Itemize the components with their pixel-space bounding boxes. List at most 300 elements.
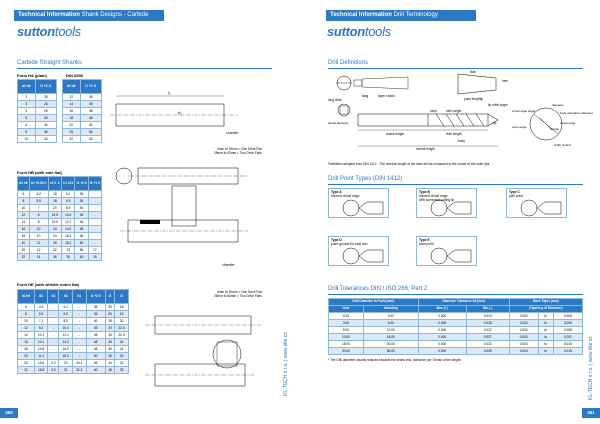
point-type-label: Type D point ground for cast iron <box>331 238 368 246</box>
form-hb-table <box>17 176 102 261</box>
table-cell: to <box>538 313 553 320</box>
table-row <box>18 318 129 325</box>
table-cell: 13.6 <box>34 360 48 367</box>
table-row <box>18 101 57 108</box>
column-header: d2 <box>34 290 48 304</box>
table-cell: 18 <box>18 346 35 353</box>
col-diameter-tolerance: Diameter Tolerance h8 (mm) <box>418 299 509 306</box>
table-cell: 24 <box>48 226 61 233</box>
table-cell: 45 <box>75 212 88 219</box>
table-cell: 0.000 <box>418 348 466 355</box>
form-ha-label: Form HA (plain) <box>17 73 47 78</box>
table-cell: 6.00 <box>329 327 364 334</box>
table-row <box>63 108 102 115</box>
table-cell: 40 <box>75 205 88 212</box>
table-cell: 20 <box>115 318 129 325</box>
table-cell: 0.000 <box>418 341 466 348</box>
table-row <box>329 334 583 341</box>
table-cell: 10 <box>18 136 36 143</box>
table-cell: 0.011 <box>553 334 582 341</box>
table-cell: 12.7 <box>62 219 75 226</box>
table-cell: to <box>538 348 553 355</box>
table-cell: 45 <box>80 94 102 101</box>
table-cell: - <box>73 304 87 311</box>
table-cell: 12 <box>18 325 35 332</box>
table-cell: 40 <box>86 318 105 325</box>
page-number: 460 <box>0 408 18 418</box>
table-cell: 8 <box>18 129 36 136</box>
table-cell: 0.039 <box>466 348 509 355</box>
side-text: KL-TECH s.r.o. | www.klte.cz <box>588 336 594 400</box>
table-cell: 36 <box>35 129 57 136</box>
table-cell: - <box>88 191 101 198</box>
table-cell: 48 <box>75 233 88 240</box>
table-cell: 16 <box>18 339 35 346</box>
table-cell: 48 <box>86 339 105 346</box>
table-row <box>329 320 583 327</box>
shank-length-label: shank length <box>386 132 405 136</box>
table-row <box>18 129 57 136</box>
table-cell: to <box>538 320 553 327</box>
table-cell: 36 <box>105 346 115 353</box>
point-type-e <box>416 236 477 266</box>
table-cell: 24 <box>115 346 129 353</box>
table-row <box>329 327 583 334</box>
table-cell: 19 <box>88 254 101 261</box>
table-cell: 38 <box>105 353 115 360</box>
point-type-drawing <box>507 189 568 219</box>
table-cell: 7.1 <box>34 318 48 325</box>
table-cell: - <box>73 339 87 346</box>
section-title: Carbide Straight Shanks <box>17 60 83 66</box>
table-cell: 18 <box>48 198 61 205</box>
table-cell: 14 <box>63 101 81 108</box>
table-cell: 18 <box>115 311 129 318</box>
table-cell: 24 <box>115 339 129 346</box>
table-cell: 0.000 <box>418 334 466 341</box>
margin-label: margin <box>550 127 560 131</box>
col-min: Min (-) <box>466 306 509 313</box>
table-cell: 0.000 <box>418 327 466 334</box>
table-cell: 0.027 <box>466 334 509 341</box>
point-type-b <box>416 188 477 218</box>
table-cell: 28 <box>35 101 57 108</box>
table-cell: 25 <box>18 247 30 254</box>
table-cell: 60 <box>75 254 88 261</box>
table-cell: 9.3 <box>48 360 59 367</box>
table-cell: to <box>538 341 553 348</box>
table-cell: 22.5 <box>115 332 129 339</box>
table-cell: 14 <box>29 254 48 261</box>
table-cell: 6.00 <box>363 320 418 327</box>
table-cell: 5.9 <box>34 311 48 318</box>
table-cell: 56 <box>86 360 105 367</box>
table-cell: 14.2 <box>59 339 73 346</box>
table-cell: 10.4 <box>62 212 75 219</box>
table-cell: 50 <box>75 240 88 247</box>
table-row <box>18 115 57 122</box>
table-cell: 60 <box>86 367 105 374</box>
table-cell: 45 <box>80 101 102 108</box>
table-row <box>18 367 129 374</box>
table-cell: to <box>538 334 553 341</box>
definitions-note: *Definition adopted from DIN 1412 - The nominal length of the twist drill as measured to the corner of the outer lips. <box>328 162 491 166</box>
table-row <box>18 247 102 254</box>
chisel-edge-angle-label: chisel edge angle <box>512 109 536 113</box>
table-cell: 60 <box>80 136 102 143</box>
table-cell: 14 <box>18 332 35 339</box>
form-ha-drawing <box>108 88 268 138</box>
body-label: body <box>458 139 465 143</box>
right-banner: Technical Information Drill Terminology <box>326 10 476 21</box>
page-number: 461 <box>582 408 600 418</box>
point-type-d <box>328 236 389 266</box>
table-row <box>18 226 102 233</box>
col-l1: l1 +2 -0 <box>80 80 102 94</box>
table-cell: - <box>73 332 87 339</box>
table-cell: 14.2 <box>62 226 75 233</box>
table-cell: 0.015 <box>553 341 582 348</box>
table-row <box>329 348 583 355</box>
table-cell: 4.2 <box>29 191 48 198</box>
table-cell: - <box>48 332 59 339</box>
table-row <box>18 108 57 115</box>
table-cell: 10 <box>18 205 30 212</box>
divider <box>328 68 583 69</box>
table-cell: 0.033 <box>466 341 509 348</box>
table-row <box>18 191 102 198</box>
table-cell: 25 <box>105 304 115 311</box>
col-over: Over <box>329 306 364 313</box>
table-row <box>63 129 102 136</box>
table-cell: 12 <box>18 212 30 219</box>
table-cell: - <box>48 346 59 353</box>
table-cell: 16 <box>18 226 30 233</box>
table-cell: - <box>48 353 59 360</box>
table-row <box>18 212 102 219</box>
table-row <box>18 122 57 129</box>
table-cell: 30.00 <box>329 348 364 355</box>
table-cell: 0.003 <box>509 334 538 341</box>
table-row <box>18 325 129 332</box>
table-cell: 10.4 <box>59 325 73 332</box>
table-cell: 36 <box>86 304 105 311</box>
table-cell: 0.002 <box>509 327 538 334</box>
table-cell: 6.9 <box>62 198 75 205</box>
table-cell: 0.022 <box>466 327 509 334</box>
table-cell: 8.2 <box>34 325 48 332</box>
divider <box>17 68 272 69</box>
column-header: d1 h6 <box>18 290 35 304</box>
form-he-drawing <box>135 300 275 390</box>
table-cell: - <box>73 325 87 332</box>
table-cell: 36 <box>48 254 61 261</box>
table-cell: 48 <box>80 115 102 122</box>
column-header: h2 <box>48 290 59 304</box>
table-row <box>18 332 129 339</box>
table-cell: 0.008 <box>553 320 582 327</box>
table-row <box>63 136 102 143</box>
chisel-edge-label: chisel edge <box>560 121 576 125</box>
table-row <box>18 339 129 346</box>
table-row <box>63 122 102 129</box>
table-cell: 0.008 <box>553 313 582 320</box>
shank-diameter-label: shank diameter <box>328 121 349 125</box>
column-header: h1 h11 <box>62 177 75 191</box>
long-drive-label: long drive <box>328 98 342 102</box>
table-row <box>18 233 102 240</box>
table-cell: 22.5 <box>48 212 61 219</box>
table-cell: - <box>88 205 101 212</box>
chamfer-label: chamfer <box>222 263 235 267</box>
table-cell: 0.018 <box>466 320 509 327</box>
table-cell: 12.2 <box>59 332 73 339</box>
table-cell: 18.00 <box>329 341 364 348</box>
table-row <box>18 353 129 360</box>
column-header: l2 <box>105 290 115 304</box>
table-cell: 35 <box>115 367 129 374</box>
din-label: DIN 6535 <box>66 73 83 78</box>
divider <box>328 294 583 295</box>
table-cell: 0.008 <box>553 327 582 334</box>
table-cell: 20 <box>18 240 30 247</box>
table-cell: 25 <box>105 311 115 318</box>
table-cell: 16.2 <box>62 233 75 240</box>
table-cell: 15.8 <box>34 367 48 374</box>
col-including: Including <box>363 306 418 313</box>
table-cell: 3.00 <box>329 320 364 327</box>
table-cell: 24 <box>48 233 61 240</box>
svg-text:l₁: l₁ <box>168 90 171 95</box>
col-d1: d1 h6 <box>63 80 81 94</box>
table-cell: 36 <box>105 339 115 346</box>
column-header: d1 h6 <box>18 177 30 191</box>
table-cell: 32 <box>48 247 61 254</box>
table-cell: 36 <box>35 122 57 129</box>
table-cell: 5 <box>18 115 36 122</box>
point-type-drawing <box>417 237 478 267</box>
table-cell: 10.1 <box>34 332 48 339</box>
table-cell: - <box>73 318 87 325</box>
column-header: h1 <box>73 290 87 304</box>
table-cell: 0.000 <box>418 313 466 320</box>
point-length-label: point length <box>464 97 481 101</box>
table-cell: 6 <box>18 122 36 129</box>
table-cell: - <box>88 219 101 226</box>
table-cell: 11.4 <box>34 353 48 360</box>
svg-text:d₁: d₁ <box>178 110 182 115</box>
table-cell: - <box>48 318 59 325</box>
table-cell: 48 <box>80 108 102 115</box>
table-cell: 12 <box>63 94 81 101</box>
point-type-label: Type E brad point <box>419 238 434 246</box>
table-cell: 40 <box>35 136 57 143</box>
column-header: l1 +2 0 <box>86 290 105 304</box>
table-cell: - <box>48 304 59 311</box>
form-he-note: 6mm to 20mm = One Drive Flat 25mm to 63mm = Two Drive Flats <box>214 290 262 299</box>
table-cell: 3.00 <box>363 313 418 320</box>
table-row <box>329 313 583 320</box>
table-cell: 48 <box>75 226 88 233</box>
column-header: l1 +2 0 <box>75 177 88 191</box>
table-row <box>18 205 102 212</box>
table-cell: 8 <box>18 198 30 205</box>
form-ha-table-b <box>62 79 102 143</box>
table-cell: 44 <box>105 360 115 367</box>
point-types-title: Drill Point Types (DIN 1412) <box>328 176 403 182</box>
table-cell: - <box>48 311 59 318</box>
definitions-title: Drill Definitions <box>328 60 369 66</box>
table-cell: 18.2 <box>59 353 73 360</box>
table-row <box>18 240 102 247</box>
form-he-table <box>17 289 129 374</box>
table-cell: 24.1 <box>73 360 87 367</box>
body-clearance-label: body clearance diameter <box>560 111 593 115</box>
table-cell: 20 <box>63 122 81 129</box>
table-cell: 30 <box>59 367 73 374</box>
table-cell: 32 <box>18 254 30 261</box>
table-cell: 20 <box>48 205 61 212</box>
lip-relief-angle-label: lip relief angle <box>488 103 508 107</box>
point-type-drawing <box>329 189 390 219</box>
table-cell: 16.2 <box>59 346 73 353</box>
table-cell: 8 <box>29 212 48 219</box>
table-cell: 30.00 <box>363 341 418 348</box>
table-row <box>18 311 129 318</box>
tang-label: tang <box>362 94 369 98</box>
point-type-label: Type C split point <box>509 190 523 198</box>
divider <box>328 184 583 185</box>
table-cell: 11 <box>29 240 48 247</box>
table-cell: 22.5 <box>48 219 61 226</box>
table-cell: 6 <box>18 191 30 198</box>
table-cell: 33 <box>105 325 115 332</box>
table-cell: 0.004 <box>509 341 538 348</box>
tip-label: tip <box>493 121 497 125</box>
table-cell: 22.5 <box>115 325 129 332</box>
table-cell: 18.2 <box>62 240 75 247</box>
table-cell: 0.014 <box>466 313 509 320</box>
form-he-label: Form HE (with whistle notch flat) <box>17 282 80 287</box>
table-cell: 23 <box>62 247 75 254</box>
table-cell: 10.8 <box>34 346 48 353</box>
table-cell: 32 <box>63 136 81 143</box>
table-cell: 12 <box>29 247 48 254</box>
col-drill-diameter: Drill Diameter in Point (mm) <box>329 299 419 306</box>
table-cell: 8.9 <box>62 205 75 212</box>
table-cell: 10.1 <box>34 339 48 346</box>
table-cell: - <box>48 339 59 346</box>
helix-angle-label: helix angle <box>446 109 462 113</box>
table-cell: 50 <box>86 353 105 360</box>
table-row <box>63 115 102 122</box>
table-cell: 3 <box>18 101 36 108</box>
table-cell: 0.015 <box>553 348 582 355</box>
overall-length-label: overall length <box>416 147 435 151</box>
table-cell: 17 <box>88 247 101 254</box>
table-cell: 16 <box>63 108 81 115</box>
table-cell: 10.00 <box>329 334 364 341</box>
sutton-logo: suttontools <box>327 24 391 39</box>
table-cell: 48 <box>86 346 105 353</box>
table-row <box>18 346 129 353</box>
table-cell: 20 <box>18 353 35 360</box>
table-cell: 28 <box>105 318 115 325</box>
table-cell: 18 <box>115 304 129 311</box>
table-cell: 25 <box>115 353 129 360</box>
table-cell: 56 <box>75 247 88 254</box>
column-header: b1 +0.05 0 <box>29 177 48 191</box>
table-cell: 6 <box>18 304 35 311</box>
table-cell: 8 <box>18 311 35 318</box>
table-cell: - <box>48 325 59 332</box>
table-cell: 18.00 <box>363 334 418 341</box>
table-cell: 45 <box>86 332 105 339</box>
column-header: h3 <box>59 290 73 304</box>
tolerances-title: Drill Tolerances DIN / ISO 286, Part 2 <box>328 286 428 292</box>
table-cell: 25 <box>18 360 35 367</box>
table-cell: 0.002 <box>509 320 538 327</box>
table-cell: 28 <box>35 94 57 101</box>
table-row <box>18 94 57 101</box>
table-cell: 25 <box>48 240 61 247</box>
table-cell: 30 <box>62 254 75 261</box>
table-cell: 0.002 <box>509 313 538 320</box>
neck-label: neck <box>430 109 437 113</box>
left-banner: Technical Information Shank Designs - Carbide <box>14 10 164 21</box>
table-cell: 18 <box>48 191 61 198</box>
table-cell: 50 <box>80 122 102 129</box>
form-ha-table-a <box>17 79 57 143</box>
table-row <box>329 341 583 348</box>
table-cell: 0.000 <box>418 320 466 327</box>
table-cell: 10 <box>29 233 48 240</box>
lip-label: lip <box>480 97 484 101</box>
table-cell: - <box>88 233 101 240</box>
table-cell: 23 <box>59 360 73 367</box>
column-header: l3 <box>115 290 129 304</box>
point-type-label: Type A thinned chisel edge <box>331 190 360 198</box>
table-cell: 5.1 <box>59 304 73 311</box>
table-cell: 0.004 <box>509 348 538 355</box>
table-cell: 32 <box>115 360 129 367</box>
table-cell: 48 <box>105 367 115 374</box>
table-cell: - <box>73 311 87 318</box>
table-cell: 28 <box>35 108 57 115</box>
table-cell: 10.00 <box>363 327 418 334</box>
point-angle-label: point angle <box>512 125 527 129</box>
table-cell: 28 <box>35 115 57 122</box>
table-cell: 9.9 <box>48 367 59 374</box>
col-max: Max (+) <box>418 306 466 313</box>
table-cell: 36 <box>75 198 88 205</box>
form-hb-note: 6mm to 20mm = One Drive Flat 25mm to 63mm = Two Drive Flats <box>214 147 262 156</box>
table-cell: 0.20 <box>329 313 364 320</box>
column-header: l2 +1 0 <box>88 177 101 191</box>
table-row <box>18 304 129 311</box>
table-cell: 31.2 <box>73 367 87 374</box>
side-text: KL-TECH s.r.o. | www.klte.cz <box>283 332 289 396</box>
table-cell: - <box>88 226 101 233</box>
table-row <box>63 94 102 101</box>
taper-shank-label: taper shank <box>378 94 395 98</box>
width-of-land-label: width of land <box>554 143 571 147</box>
table-row <box>18 198 102 205</box>
table-cell: to <box>538 327 553 334</box>
col-back-taper: Back Taper (mm) <box>509 299 582 306</box>
table-row <box>63 101 102 108</box>
table-cell: - <box>88 240 101 247</box>
